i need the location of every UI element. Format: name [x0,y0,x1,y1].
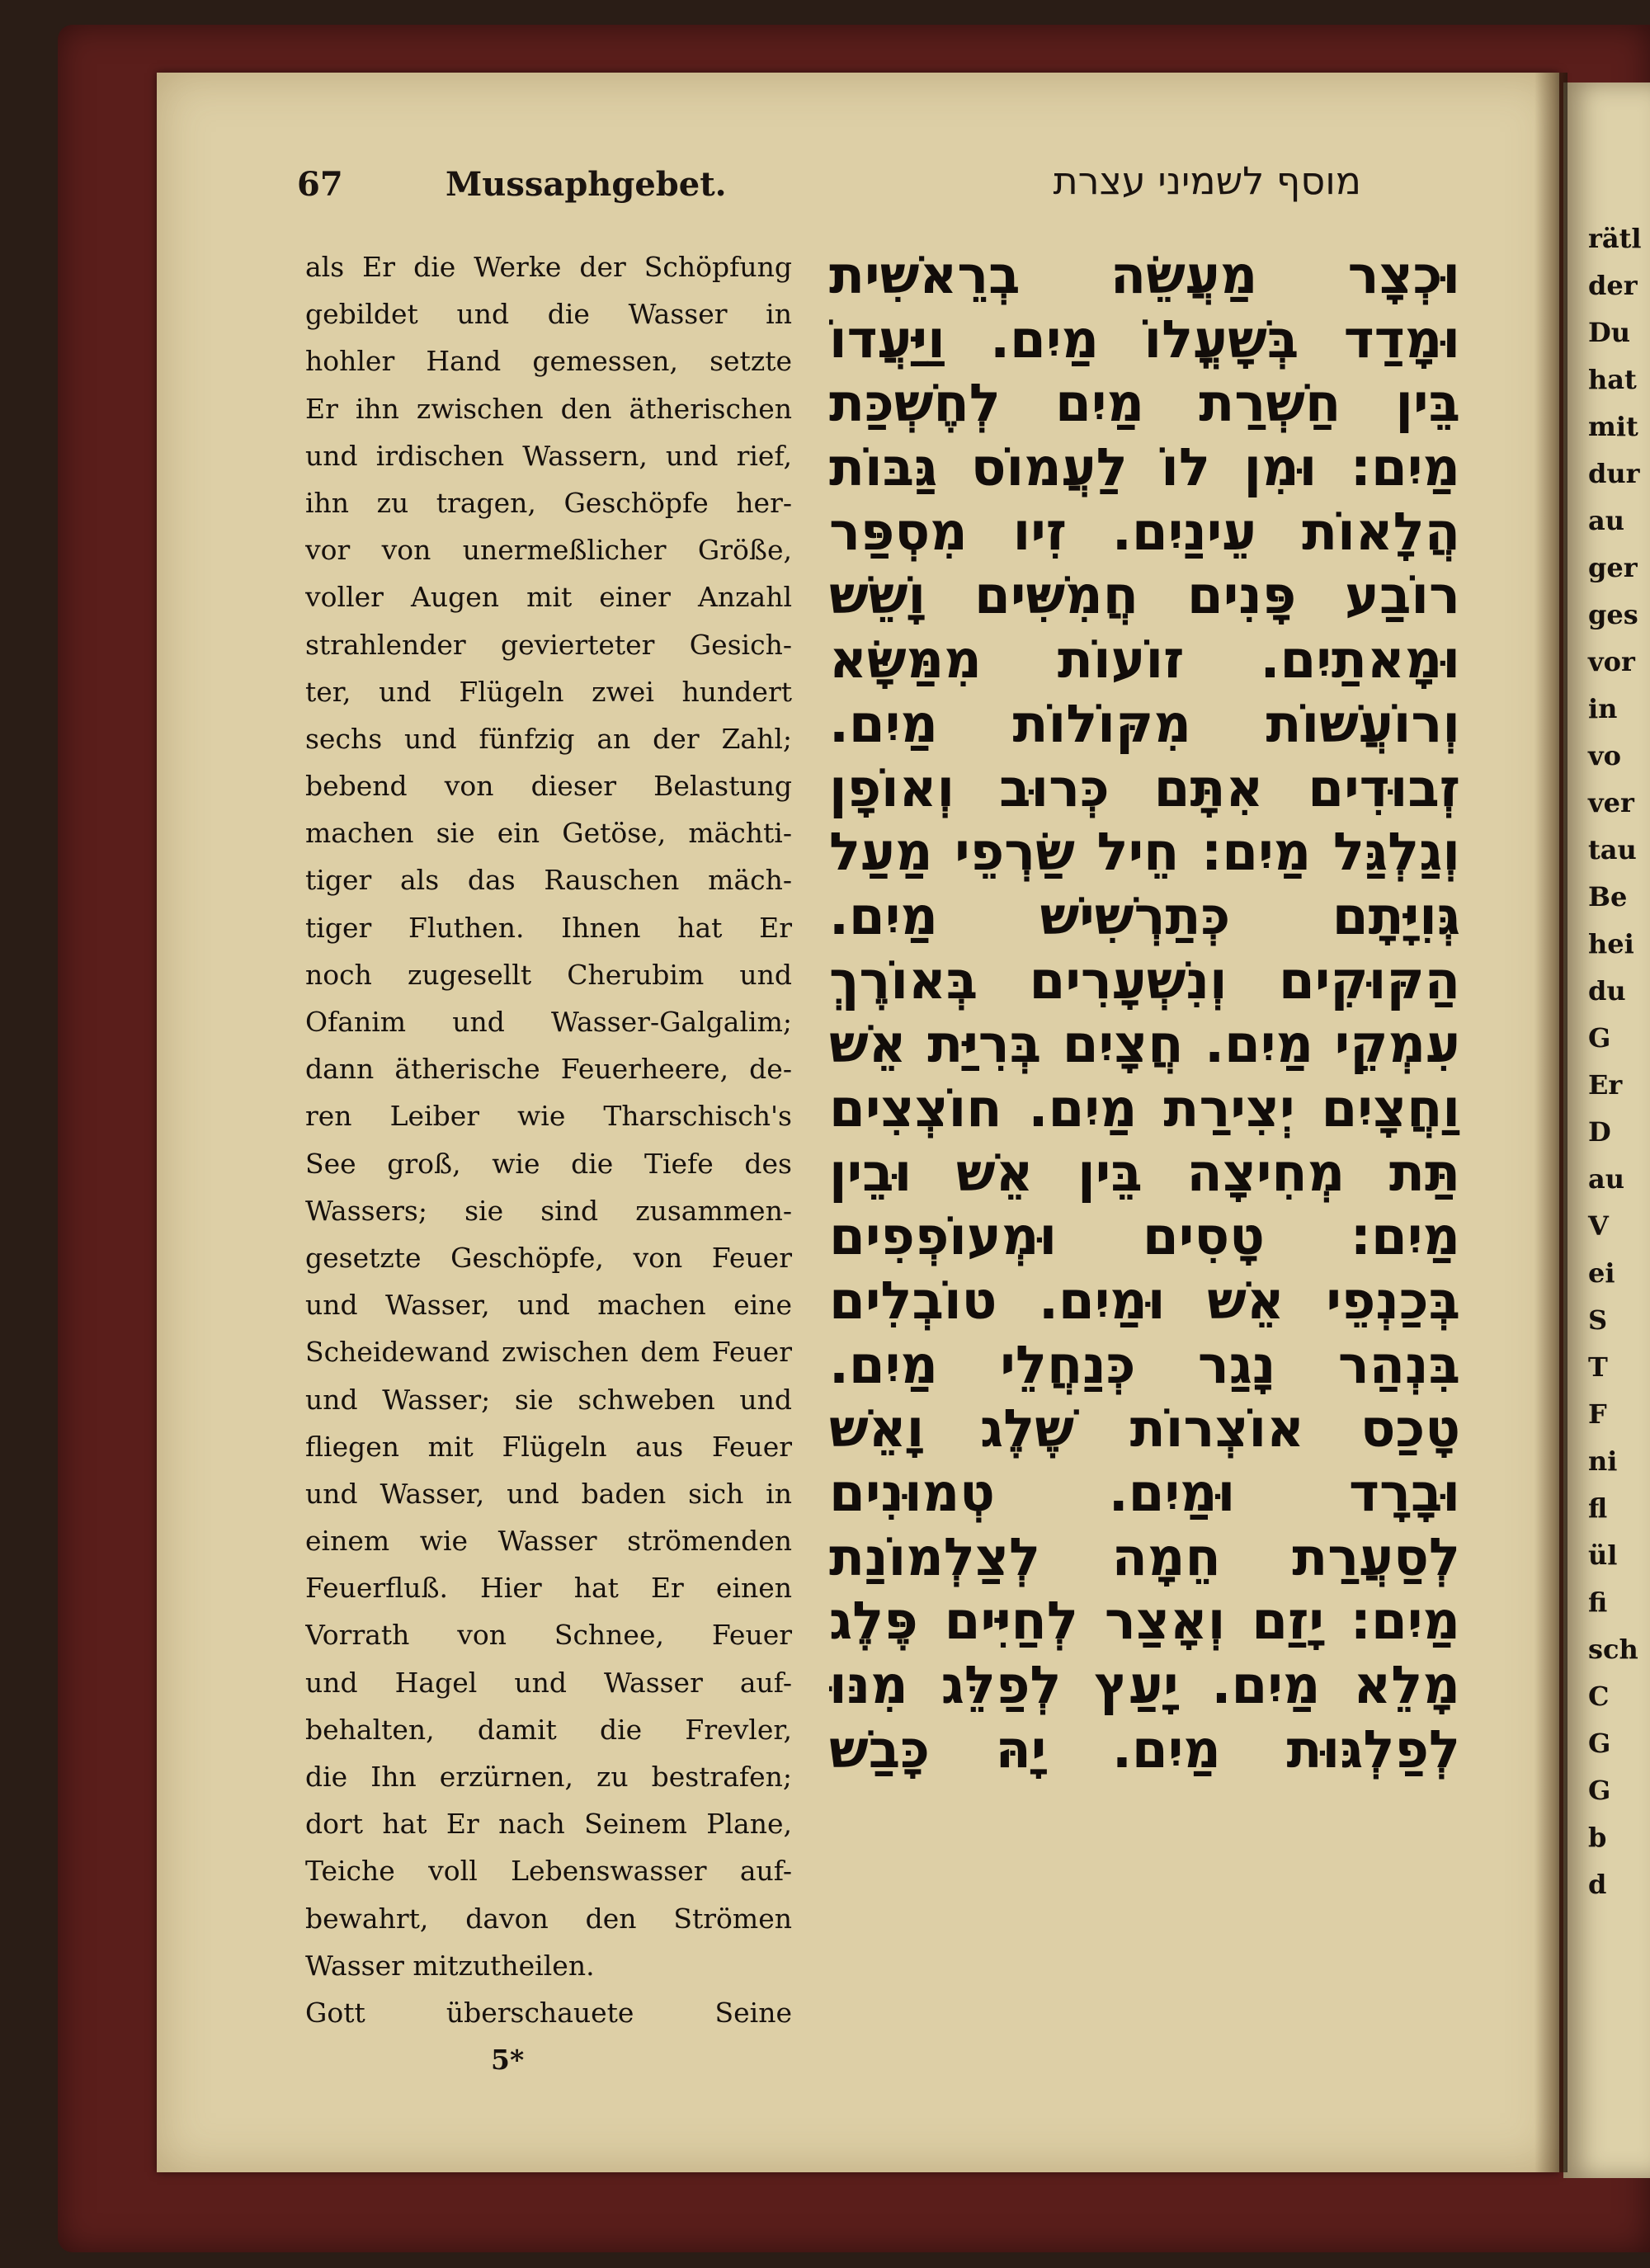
german-text-line: und irdischen Wassern, und rief, [305,439,792,472]
facing-page-text-fragment: au [1588,1163,1624,1195]
facing-page-text-fragment: G [1588,1728,1611,1759]
german-translation-column [305,243,792,2083]
hebrew-text-line: וְרוֹעֲשׁוֹת מִקּוֹלוֹת מַיִם. [829,693,1460,754]
german-text-line: behalten, damit die Frevler, [305,1713,792,1746]
german-text-line: Wasser mitzutheilen. [305,1949,595,1982]
facing-page-text-fragment: ni [1588,1445,1618,1477]
facing-page-text-fragment: G [1588,1022,1611,1054]
german-text-line: fliegen mit Flügeln aus Feuer [305,1430,792,1463]
german-text-line: gebildet und die Wasser in [305,298,792,331]
german-text-line: und Wasser, und baden sich in [305,1477,792,1510]
german-text-line: Wassers; sie sind zusammen- [305,1194,792,1227]
facing-page-text-fragment: du [1588,975,1626,1007]
german-text-line: ren Leiber wie Tharschisch's [305,1100,792,1133]
german-text-line: Ofanim und Wasser-Galgalim; [305,1006,792,1038]
facing-page-text-fragment: d [1588,1869,1607,1900]
german-text-line: See groß, wie die Tiefe des [305,1147,792,1180]
hebrew-text-line: מָלֵא מַיִם. יָעַץ לְפַלֵּג מִנּוּ [829,1655,1460,1716]
hebrew-text-line: גְּוִיָּתָם כְּתַרְשִׁישׁ מַיִם. [829,885,1460,946]
facing-page-text-fragment: G [1588,1775,1611,1806]
facing-page-text-fragment: hat [1588,364,1637,395]
facing-page-text-fragment: ges [1588,599,1638,630]
hebrew-text-line: מַיִם: וּמִן לוֹ לַעֲמוֹס גַּבּוֹת [829,437,1460,498]
german-text-line: strahlender gevierteter Gesich- [305,628,792,661]
german-text-line: noch zugesellt Cherubim und [305,958,792,991]
facing-page-text-fragment: ver [1588,787,1634,818]
hebrew-text-line: וּמָדַד בְּשָׁעֳלוֹ מַיִם. וַיַּעֲדוֹ [829,309,1460,370]
hebrew-text-line: בִּנְהַר נָגַר כְּנַחֲלֵי מַיִם. [829,1334,1460,1395]
german-text-line: und Wasser; sie schweben und [305,1383,792,1416]
facing-page-text-fragment: ül [1588,1540,1618,1571]
hebrew-running-header: מוסף לשמיני עצרת [1053,158,1361,203]
facing-page-text-fragment: S [1588,1304,1608,1336]
german-text-line: voller Augen mit einer Anzahl [305,581,792,614]
german-text-line: ihn zu tragen, Geschöpfe her- [305,486,792,519]
german-text-line: dann ätherische Feuerheere, de- [305,1053,792,1086]
german-text-line: dort hat Er nach Seinem Plane, [305,1808,792,1841]
hebrew-text-line: לְפַלְגּוּת מַיִם. יָהּ כָּבַשׁ [829,1719,1460,1780]
german-text-line: tiger Fluthen. Ihnen hat Er [305,911,792,944]
facing-page-text-fragment: rätl [1588,223,1642,254]
page-number: 67 [297,165,343,204]
facing-page-text-fragment: ei [1588,1257,1615,1289]
facing-page-text-fragment: F [1588,1398,1607,1430]
hebrew-text-line: זְבוּדִים אִתָּם כְּרוּב וְאוֹפָן [829,757,1460,818]
page-gutter-shadow [1534,73,1568,2172]
facing-page-text-fragment: Er [1588,1069,1623,1101]
facing-page-edge [1563,83,1650,2178]
hebrew-text-line: תַּת מְחִיצָה בֵּין אֵשׁ וּבֵין [829,1142,1460,1203]
hebrew-text-line: הֲלָאוֹת עֵינַיִם. זִיו מִסְפַּר [829,501,1460,562]
german-text-line: ter, und Flügeln zwei hundert [305,675,792,708]
facing-page-text-fragment: fl [1588,1492,1608,1524]
german-text-line: Er ihn zwischen den ätherischen [305,392,792,425]
hebrew-text-line: בֵּין חַשְׁרַת מַיִם לְחֶשְׁכַּת [829,373,1460,434]
german-section-title: Mussaphgebet. [446,165,727,204]
hebrew-text-line: עִמְקֵי מַיִם. חֲצָיִם בְּרִיַּת אֵשׁ [829,1014,1460,1075]
hebrew-text-line: מַיִם: יָזַם וְאָצַר לְחַיִּים פֶּלֶג [829,1591,1460,1652]
facing-page-text-fragment: vo [1588,740,1621,771]
facing-page-text-fragment: C [1588,1681,1610,1712]
hebrew-text-line: וּבָרָד וּמַיִם. טְמוּנִים [829,1463,1460,1524]
facing-page-text-fragment: sch [1588,1634,1638,1665]
german-text-line: vor von unermeßlicher Größe, [305,534,792,567]
hebrew-text-column [829,243,1460,1782]
german-text-line: Scheidewand zwischen dem Feuer [305,1336,792,1369]
facing-page-text-fragment: hei [1588,928,1634,960]
german-text-line: Gott überschauete Seine [305,1996,792,2029]
facing-page-text-fragment: in [1588,693,1618,724]
german-text-line: als Er die Werke der Schöpfung [305,251,792,283]
german-text-line: einem wie Wasser strömenden [305,1525,792,1558]
german-text-line: Vorrath von Schnee, Feuer [305,1619,792,1652]
facing-page-text-fragment: ger [1588,552,1638,583]
german-text-line: die Ihn erzürnen, zu bestrafen; [305,1761,792,1793]
facing-page-text-fragment: D [1588,1116,1611,1148]
hebrew-text-line: רוֹבַע פָּנִים חֲמִשִּׁים וָשֵׁשׁ [829,565,1460,626]
facing-page-text-fragment: vor [1588,646,1635,677]
hebrew-text-line: הַקּוּקִים וְנִשְׁעָרִים בְּאוֹרֶךְ [829,950,1460,1011]
facing-page-text-fragment: V [1588,1210,1609,1242]
hebrew-text-line: בְּכַנְפֵי אֵשׁ וּמַיִם. טוֹבְלִים [829,1271,1460,1331]
german-text-line: und Hagel und Wasser auf- [305,1666,792,1699]
german-text-line: machen sie ein Getöse, mächti- [305,817,792,850]
german-text-line: hohler Hand gemessen, setzte [305,345,792,378]
german-text-line: tiger als das Rauschen mäch- [305,864,792,897]
facing-page-text-fragment: T [1588,1351,1608,1383]
german-text-line: bewahrt, davon den Strömen [305,1902,792,1935]
hebrew-text-line: וּכְצָר מַעֲשֵׂה בְרֵאשִׁית [829,245,1460,305]
signature-mark: 5* [491,2044,525,2077]
facing-page-text-fragment: dur [1588,458,1640,489]
hebrew-text-line: לְסַעֲרַת חֵמָה לְצַלְמוֹנַת [829,1526,1460,1587]
facing-page-text-fragment: au [1588,505,1624,536]
german-running-header [297,165,792,215]
hebrew-text-line: טָכַס אוֹצְרוֹת שֶׁלֶג וָאֵשׁ [829,1398,1460,1459]
german-text-line: bebend von dieser Belastung [305,770,792,803]
facing-page-text-fragment: der [1588,270,1638,301]
german-text-line: Teiche voll Lebenswasser auf- [305,1855,792,1888]
hebrew-text-line: וְגַלְגַּל מַיִם: חֵיל שַׂרְפֵי מַעַל [829,822,1460,883]
german-text-line: gesetzte Geschöpfe, von Feuer [305,1241,792,1274]
facing-page-text-fragment: b [1588,1822,1607,1853]
facing-page-text-fragment: mit [1588,411,1638,442]
facing-page-text-fragment: Du [1588,317,1631,348]
facing-page-text-fragment: tau [1588,834,1637,865]
facing-page-text-fragment: Be [1588,881,1628,912]
german-text-line: und Wasser, und machen eine [305,1289,792,1322]
facing-page-text-fragment: fi [1588,1587,1608,1618]
hebrew-text-line: וּמָאתַיִם. זוֹעוֹת מִמַּשָּׂא [829,629,1460,691]
german-text-line: sechs und fünfzig an der Zahl; [305,722,792,755]
hebrew-text-line: וַחֲצָיִם יְצִירַת מַיִם. חוֹצְצִים [829,1077,1460,1139]
hebrew-text-line: מַיִם: טָסִים וּמְעוֹפְפִים [829,1206,1460,1267]
german-text-line: Feuerfluß. Hier hat Er einen [305,1572,792,1605]
